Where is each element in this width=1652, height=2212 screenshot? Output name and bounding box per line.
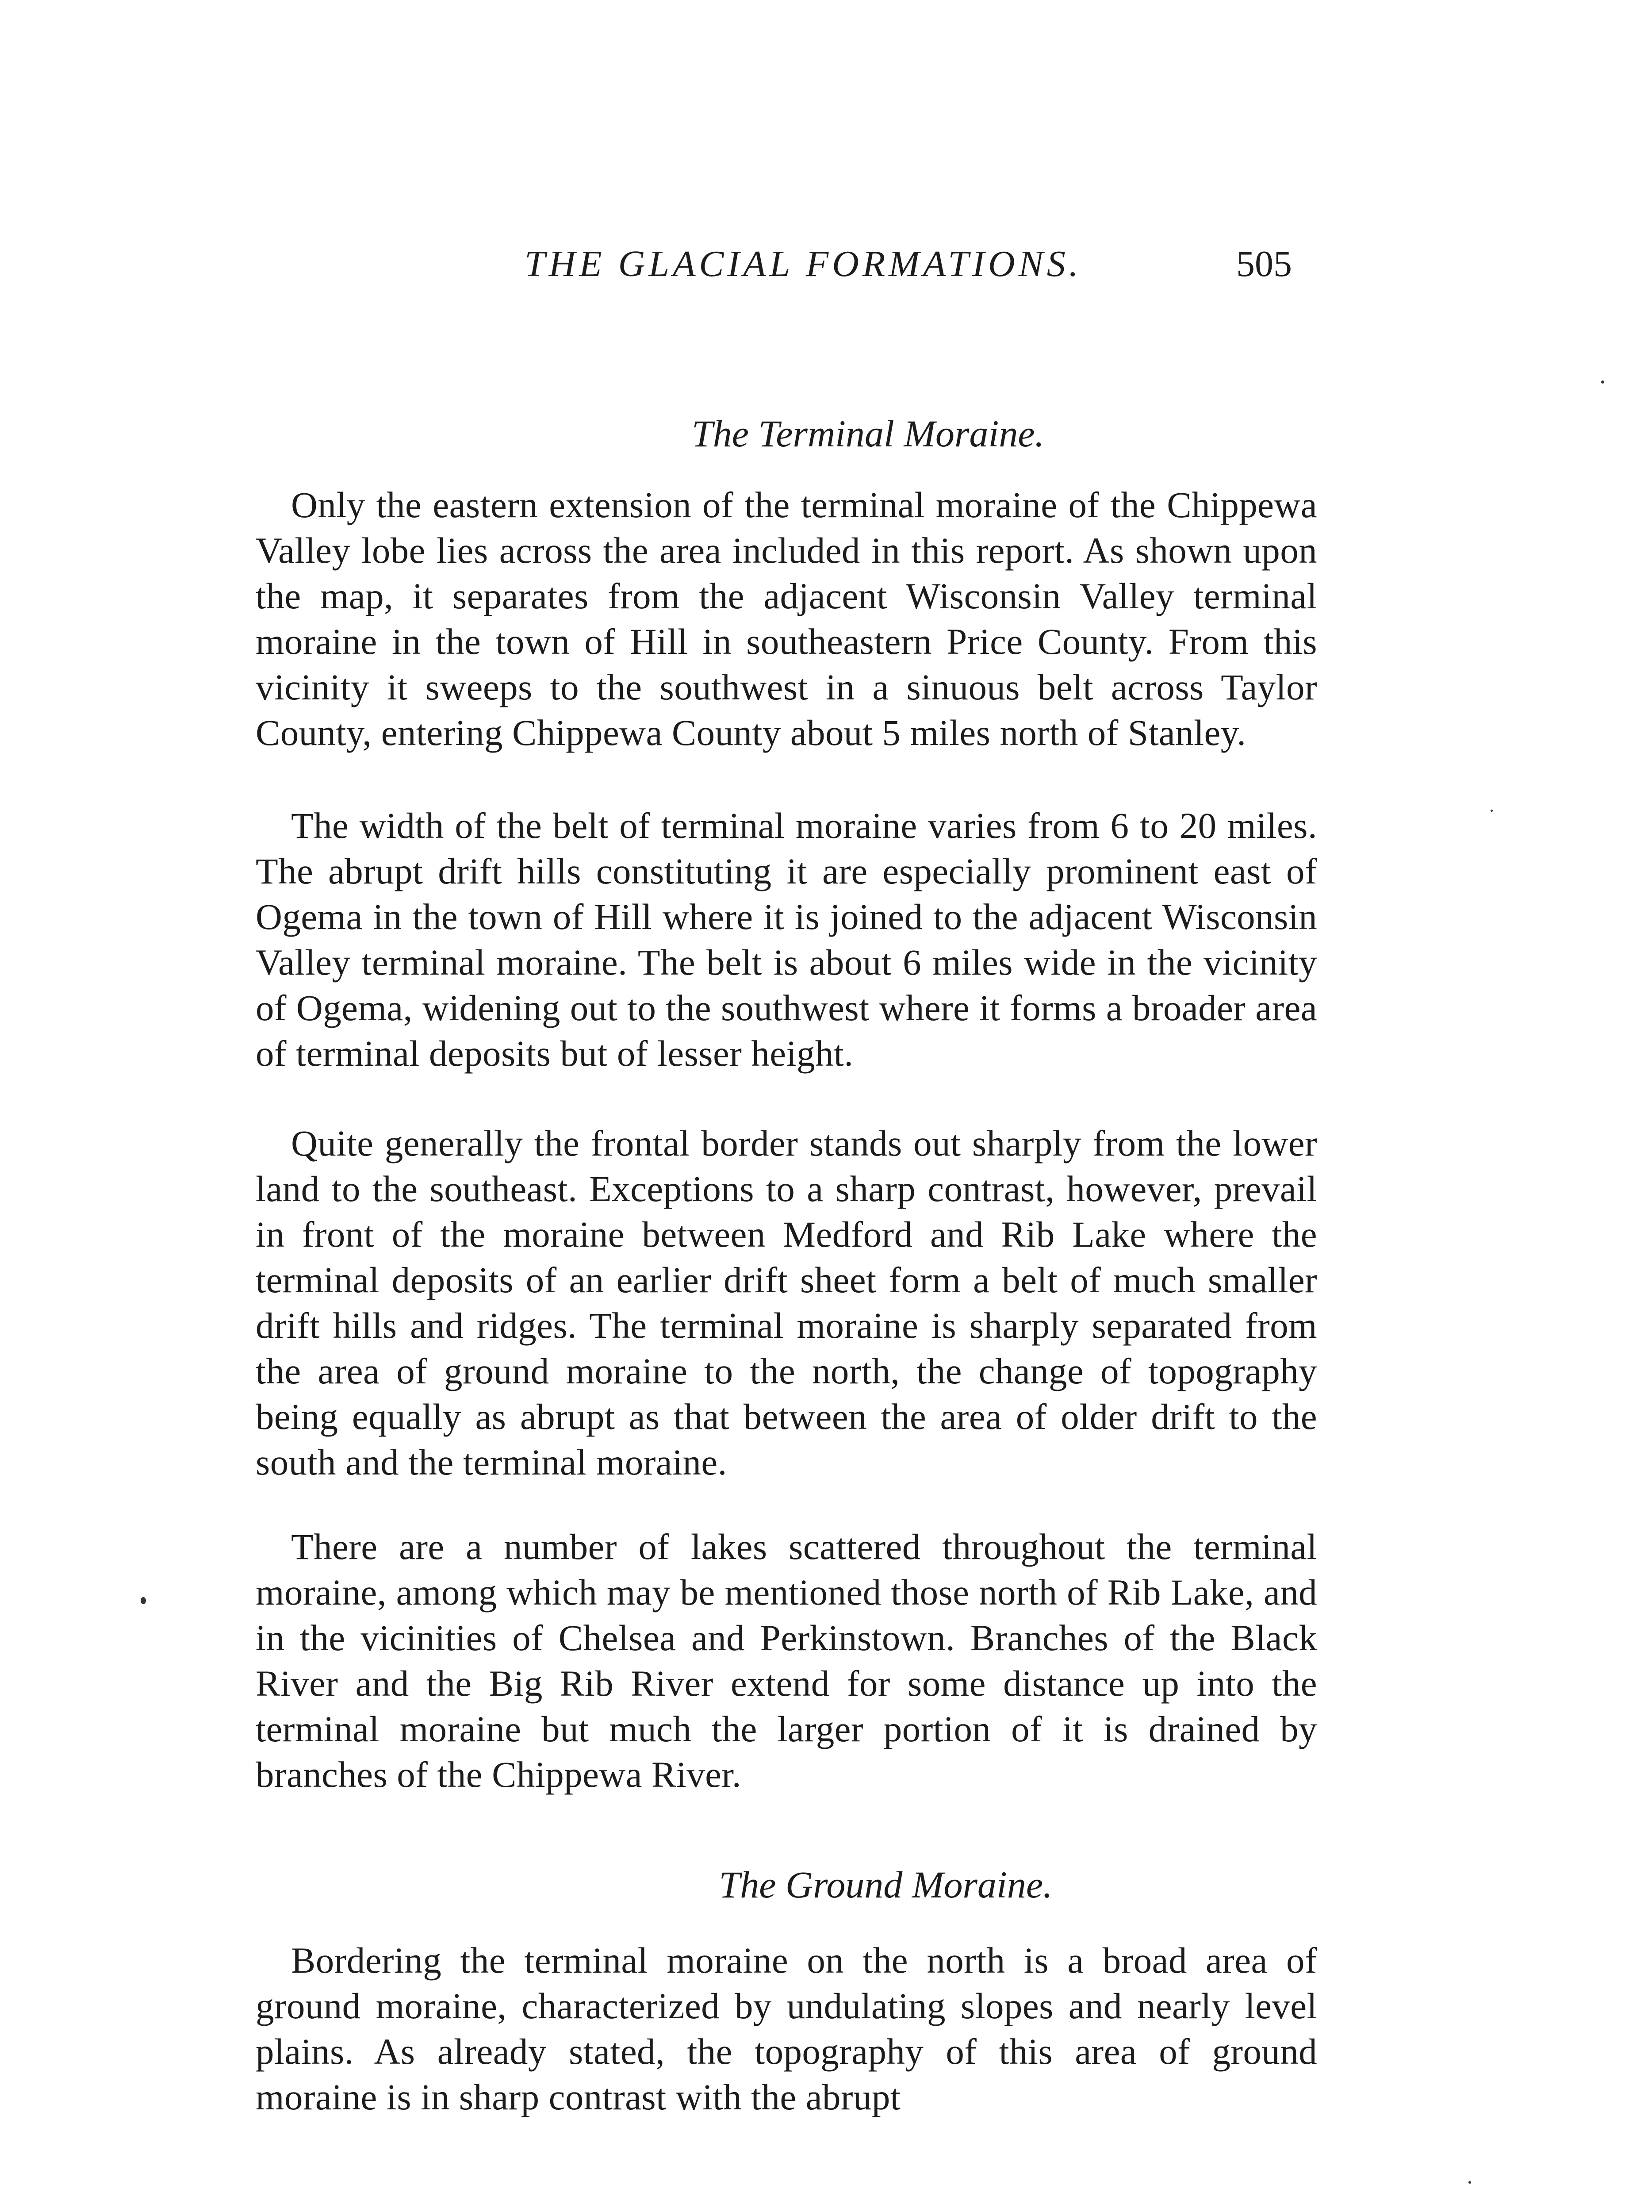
paragraph: Quite generally the frontal border stands out sharply from the lower land to the southeast. Exceptions to a sharp contrast, however, prevail in front of the moraine between Medford and Rib Lake where the terminal deposits of an earlier drift sheet form a belt of much smaller drift hills and ridges. The terminal moraine is sharply separated from the area of ground moraine to the north, the change of topography being equally as abrupt as that between the area of older drift to the south and the terminal moraine. [256, 1123, 1317, 1482]
paragraph: Only the eastern extension of the terminal moraine of the Chippewa Valley lobe lies across the area included in this report. As shown upon the map, it separates from the adjacent Wisconsin Valley terminal moraine in the town of Hill in southeastern Price County. From this vicinity it sweeps to the southwest in a sinuous belt across Taylor County, entering Chippewa County about 5 miles north of Stanley. [256, 484, 1317, 753]
scan-speck [141, 1597, 146, 1604]
section-heading-terminal-moraine: The Terminal Moraine. [691, 412, 1045, 455]
scan-speck [1601, 380, 1604, 384]
paragraph: The width of the belt of terminal moraine varies from 6 to 20 miles. The abrupt drift hills constituting it are especially prominent east of Ogema in the town of Hill where it is joined to the adjacent Wisconsin Valley terminal moraine. The belt is about 6 miles wide in the vicinity of Ogema, widening out to the southwest where it forms a broader area of terminal deposits but of lesser height. [256, 805, 1317, 1074]
running-title: THE GLACIAL FORMATIONS. [525, 243, 1082, 284]
page-number: 505 [1236, 243, 1292, 284]
section-heading-ground-moraine: The Ground Moraine. [719, 1863, 1053, 1906]
scan-speck [1468, 2181, 1471, 2184]
paragraph: There are a number of lakes scattered throughout the terminal moraine, among which may be mentioned those north of Rib Lake, and in the vicinities of Chelsea and Perkinstown. Branches of the Black River and the Big Rib River extend for some distance up into the terminal moraine but much the larger portion of it is drained by branches of the Chippewa River. [256, 1526, 1317, 1795]
scan-speck [1491, 810, 1493, 812]
paragraph: Bordering the terminal moraine on the north is a broad area of ground moraine, characterized by undulating slopes and nearly level plains. As already stated, the topography of this area of ground moraine is in sharp contrast with the abrupt [256, 1940, 1317, 2117]
